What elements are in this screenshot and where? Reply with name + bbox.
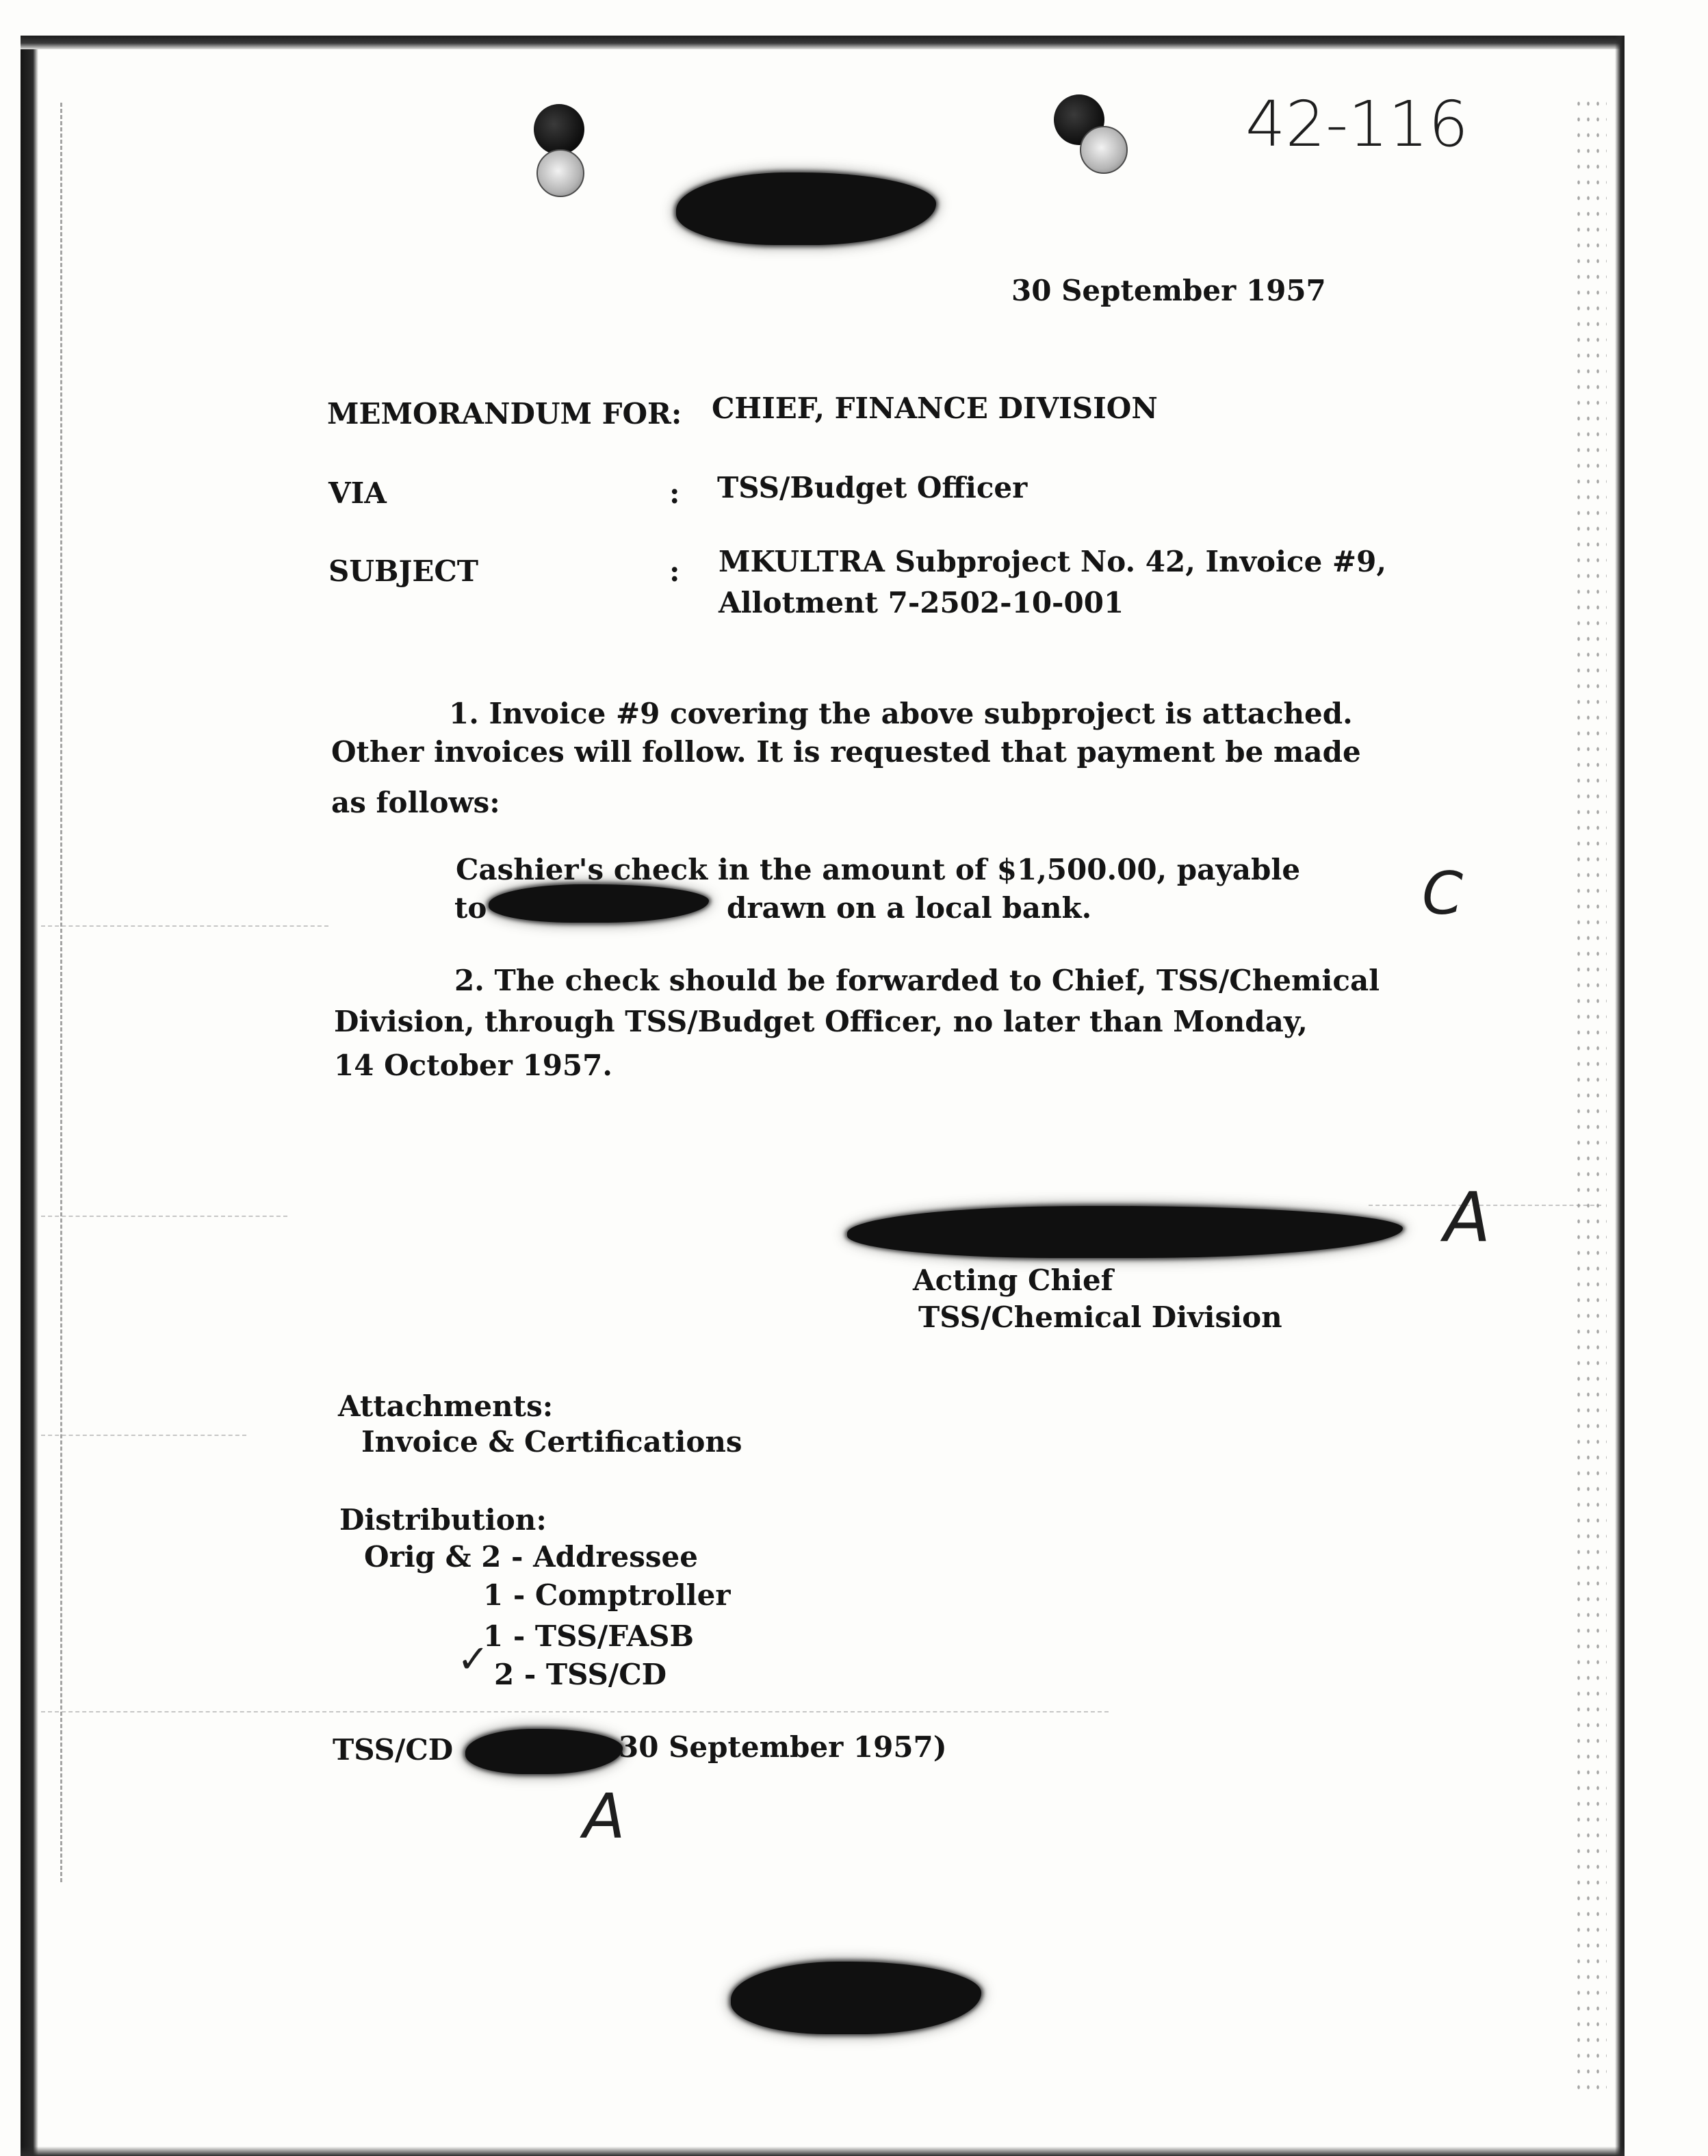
attachments-label: Attachments:: [338, 1389, 554, 1423]
scan-edge-bottom: [21, 2146, 1625, 2156]
redaction-header: [676, 172, 936, 245]
subject-label: SUBJECT: [328, 554, 479, 588]
footer-suffix: 30 September 1957): [619, 1730, 947, 1764]
scan-line: [41, 1216, 287, 1217]
memorandum-label: MEMORANDUM FOR:: [327, 397, 682, 431]
punch-hole: [534, 104, 584, 155]
distribution-line: Orig & 2 - Addressee: [364, 1540, 699, 1574]
via-label: VIA: [328, 476, 387, 510]
redaction-payee: [489, 884, 709, 923]
via-colon: :: [669, 476, 680, 510]
via-value: TSS/Budget Officer: [717, 471, 1028, 504]
paragraph-2-line-1: 2. The check should be forwarded to Chief, TSS/Chemical: [454, 964, 1380, 997]
paragraph-1-line-1: 1. Invoice #9 covering the above subproject is attached.: [449, 697, 1353, 730]
footer-prefix: TSS/CD: [333, 1733, 454, 1767]
signature-division: TSS/Chemical Division: [918, 1300, 1282, 1334]
scan-line: [41, 1711, 1109, 1712]
memorandum-recipient: CHIEF, FINANCE DIVISION: [712, 392, 1158, 425]
paragraph-2-line-2: Division, through TSS/Budget Officer, no later than Monday,: [334, 1005, 1308, 1038]
payment-line-2-suffix: drawn on a local bank.: [727, 891, 1092, 925]
handwritten-footer-initial: A: [583, 1781, 625, 1853]
redaction-footer: [465, 1729, 623, 1774]
distribution-label: Distribution:: [339, 1503, 547, 1537]
handwritten-tick: ✓: [457, 1637, 489, 1682]
scan-speckles: [1574, 96, 1607, 2094]
scan-edge-left: [21, 49, 38, 2156]
payment-line-2-prefix: to: [454, 891, 487, 925]
signature-title: Acting Chief: [913, 1263, 1113, 1297]
payment-line-1: Cashier's check in the amount of $1,500.00, payable: [456, 853, 1301, 886]
redaction-signature: [847, 1206, 1403, 1258]
scan-line: [41, 1435, 246, 1436]
redaction-bottom: [731, 1962, 981, 2034]
scan-dash-line: [60, 103, 62, 1882]
handwritten-initial: A: [1444, 1177, 1491, 1257]
handwritten-margin-mark: C: [1422, 860, 1464, 928]
subject-line-1: MKULTRA Subproject No. 42, Invoice #9,: [719, 545, 1386, 578]
paragraph-2-line-3: 14 October 1957.: [334, 1049, 612, 1082]
memo-date: 30 September 1957: [1011, 274, 1326, 307]
scan-edge-right: [1615, 36, 1625, 2156]
punch-hole-shadow: [1080, 126, 1128, 174]
attachment-item: Invoice & Certifications: [361, 1425, 742, 1459]
distribution-line: 1 - Comptroller: [483, 1578, 731, 1612]
paragraph-1-line-2: Other invoices will follow. It is requested that payment be made: [331, 735, 1361, 769]
handwritten-file-number: 42-116: [1245, 88, 1468, 161]
paragraph-1-line-3: as follows:: [331, 786, 500, 819]
distribution-line: 1 - TSS/FASB: [483, 1619, 695, 1653]
scan-line: [41, 925, 328, 927]
punch-hole-shadow: [536, 149, 584, 197]
distribution-line: 2 - TSS/CD: [494, 1658, 667, 1691]
subject-line-2: Allotment 7-2502-10-001: [719, 586, 1124, 619]
subject-colon: :: [669, 554, 680, 588]
scan-edge-top: [21, 36, 1622, 49]
